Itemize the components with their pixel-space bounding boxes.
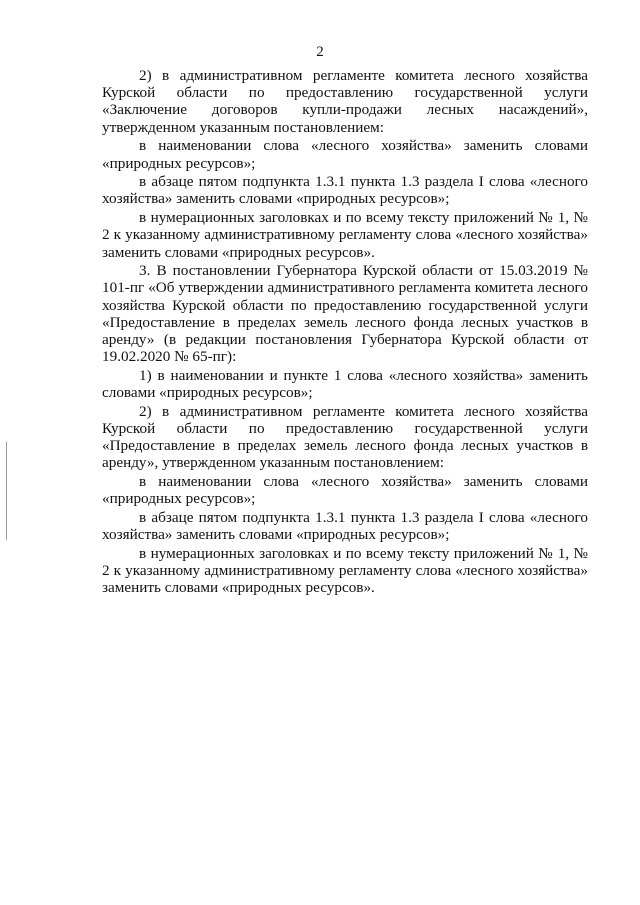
paragraph-appendix-replacement-2: в нумерационных заголовках и по всему тексту приложений № 1, № 2 к указанному административному регламенту слова «лесного хозяйства» заменить словами «природных ресурсов». (102, 544, 588, 597)
document-body (102, 67, 588, 598)
page-number: 2 (316, 44, 324, 60)
paragraph-2-regulation-sale: 2) в административном регламенте комитета лесного хозяйства Курской области по предоставлению государственной услуги «Заключение договоров купли-продажи лесных насаждений», утвержденном указанным постановлением: (102, 67, 588, 136)
paragraph-title-replacement-2: в наименовании слова «лесного хозяйства» заменить словами «природных ресурсов»; (102, 473, 588, 508)
paragraph-section-replacement: в абзаце пятом подпункта 1.3.1 пункта 1.3 раздела I слова «лесного хозяйства» заменить словами «природных ресурсов»; (102, 173, 588, 208)
paragraph-appendix-replacement: в нумерационных заголовках и по всему тексту приложений № 1, № 2 к указанному административному регламенту слова «лесного хозяйства» заменить словами «природных ресурсов». (102, 209, 588, 261)
paragraph-title-replacement: в наименовании слова «лесного хозяйства» заменить словами «природных ресурсов»; (102, 137, 588, 172)
paragraph-1-name-replacement: 1) в наименовании и пункте 1 слова «лесного хозяйства» заменить словами «природных ресурсов»; (102, 366, 588, 402)
paragraph-3-governor-resolution: 3. В постановлении Губернатора Курской области от 15.03.2019 № 101-пг «Об утверждении административного регламента комитета лесного хозяйства Курской области по предоставлению государственной услуги «Предоставление в пределах земель лесного фонда лесных участков в аренду» (в редакции постановления Губернатора Курской области от 19.02.2020 № 65-пг): (102, 262, 588, 366)
paragraph-section-replacement-2: в абзаце пятом подпункта 1.3.1 пункта 1.3 раздела I слова «лесного хозяйства» заменить словами «природных ресурсов»; (102, 509, 588, 544)
paragraph-2-regulation-lease: 2) в административном регламенте комитета лесного хозяйства Курской области по предоставлению государственной услуги «Предоставление в пределах земель лесного фонда лесных участков в аренду», утвержденном указанным постановлением: (102, 402, 588, 472)
scan-margin-line (6, 442, 7, 540)
